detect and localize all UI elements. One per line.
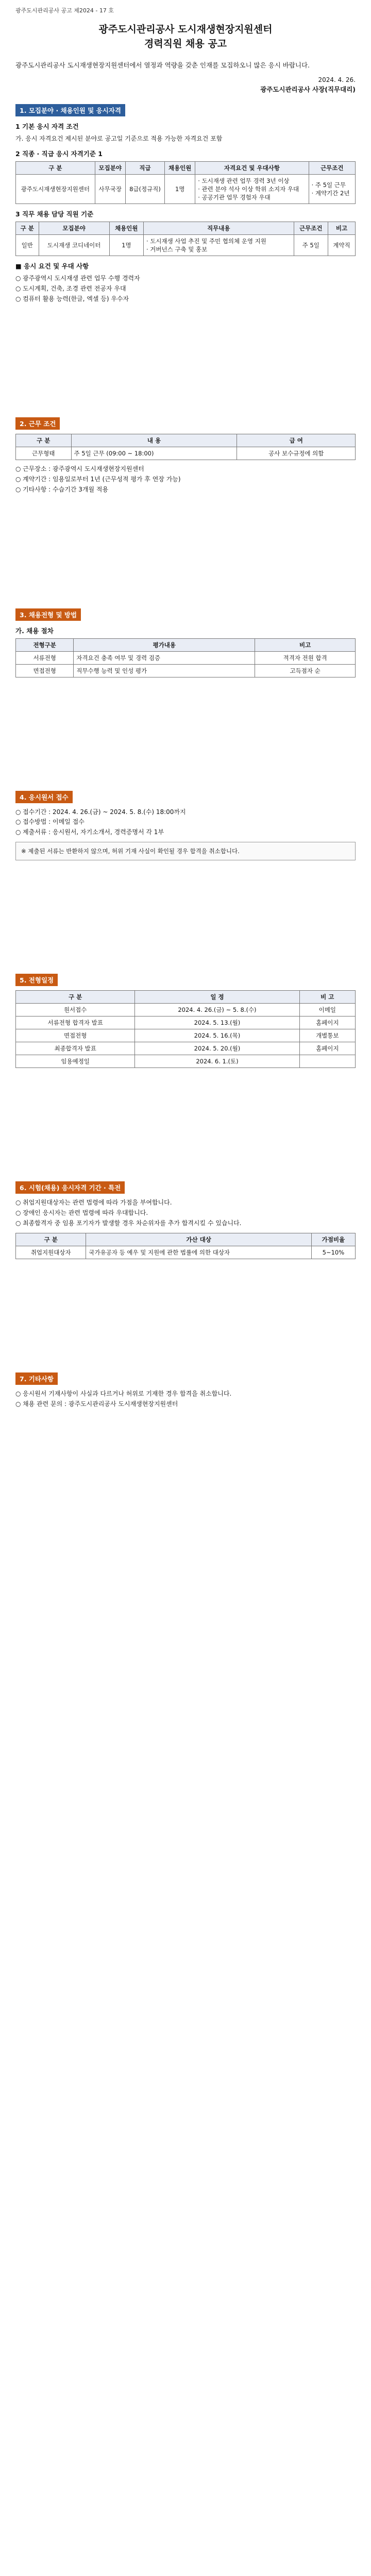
qualification-header: 자격요건 및 우대사항 <box>195 161 309 174</box>
table-cell: 2024. 5. 16.(목) <box>135 1029 299 1042</box>
table-cell: 8급(정규직) <box>125 174 164 204</box>
table-row <box>16 1016 356 1029</box>
schedule-header: 구 분 <box>16 991 135 1004</box>
table-row <box>16 651 356 664</box>
table-cell: 홈페이지 <box>299 1042 355 1055</box>
job-header: 채용인원 <box>109 222 143 234</box>
section-3-sub: 가. 채용 절차 <box>15 626 54 635</box>
requirements-title: ■ 응시 요건 및 우대 사항 <box>15 262 89 270</box>
table-cell: 사무국장 <box>95 174 125 204</box>
table-cell: 최종합격자 발표 <box>16 1042 135 1055</box>
table-cell: 자격요건 충족 여부 및 경력 검증 <box>74 651 255 664</box>
section-1-header: 1. 모집분야 · 채용인원 및 응시자격 <box>15 104 125 116</box>
table-cell: 근무형태 <box>16 447 72 460</box>
table-row <box>16 447 356 460</box>
job-header: 비고 <box>328 222 355 234</box>
job-header: 근무조건 <box>294 222 328 234</box>
table-row <box>16 1042 356 1055</box>
table-cell: 5~10% <box>311 1246 355 1259</box>
table-cell: 원서접수 <box>16 1004 135 1016</box>
work-header: 급 여 <box>237 434 356 447</box>
table-cell: 홈페이지 <box>299 1016 355 1029</box>
table-cell: 서류전형 <box>16 651 74 664</box>
table-cell: · 도시재생 사업 추진 및 주민 협의체 운영 지원 · 거버넌스 구축 및 홍보 <box>143 234 294 256</box>
table-row <box>16 1055 356 1068</box>
table-cell: 적격자 전원 합격 <box>255 651 356 664</box>
section-5-header: 5. 전형일정 <box>15 974 58 986</box>
table-cell: 일반 <box>16 234 39 256</box>
selection-table <box>15 638 356 677</box>
table-cell: 공사 보수규정에 의함 <box>237 447 356 460</box>
notice-signer: 광주도시관리공사 사장(직무대리) <box>260 85 356 93</box>
table-cell: 임용예정일 <box>16 1055 135 1068</box>
schedule-table <box>15 990 356 1068</box>
benefit-item: ○ 최종합격자 중 임용 포기자가 발생할 경우 차순위자를 추가 합격시킬 수 있습니다. <box>15 1218 356 1229</box>
qualification-header: 근무조건 <box>309 161 355 174</box>
section-6-header: 6. 시험(채용) 응시자격 기간 · 특전 <box>15 1181 125 1194</box>
table-cell: 1명 <box>109 234 143 256</box>
table-cell: 면접전형 <box>16 664 74 677</box>
intro-text: 광주도시관리공사 도시재생현장지원센터에서 열정과 역량을 갖춘 인재를 모집하오니 많은 응시 바랍니다. <box>15 61 310 70</box>
work-header: 내 용 <box>71 434 237 447</box>
job-header: 구 분 <box>16 222 39 234</box>
table-cell: 주 5일 근무 (09:00 ~ 18:00) <box>71 447 237 460</box>
requirement-item: ○ 컴퓨터 활용 능력(한글, 엑셀 등) 우수자 <box>15 294 356 304</box>
benefit-item: ○ 장애인 응시자는 관련 법령에 따라 우대합니다. <box>15 1208 356 1218</box>
table-row <box>16 1246 356 1259</box>
table-cell: 서류전형 합격자 발표 <box>16 1016 135 1029</box>
table-row <box>16 1004 356 1016</box>
table-cell: 2024. 5. 13.(월) <box>135 1016 299 1029</box>
selection-header: 평가내용 <box>74 638 255 651</box>
job-table <box>15 222 356 256</box>
table-cell: · 도시재생 관련 업무 경력 3년 이상 · 관련 분야 석사 이상 학위 소지자 우대 · 공공기관 업무 경험자 우대 <box>195 174 309 204</box>
table-cell: 면접전형 <box>16 1029 135 1042</box>
requirement-item: ○ 광주광역시 도시재생 관련 업무 수행 경력자 <box>15 274 356 284</box>
application-item: ○ 접수기간 : 2024. 4. 26.(금) ~ 2024. 5. 8.(수) 18:00까지 <box>15 807 356 818</box>
section-4-header: 4. 응시원서 접수 <box>15 791 73 803</box>
application-item: ○ 접수방법 : 이메일 접수 <box>15 817 356 827</box>
table-cell: 1명 <box>165 174 195 204</box>
qualification-header: 직급 <box>125 161 164 174</box>
section-1-sub-1-text: 가. 응시 자격요건 제시된 분야로 공고일 기준으로 적용 가능한 자격요건 포함 <box>15 134 223 142</box>
table-cell: 2024. 4. 26.(금) ~ 5. 8.(수) <box>135 1004 299 1016</box>
table-cell: 2024. 5. 20.(월) <box>135 1042 299 1055</box>
table-cell: 개별통보 <box>299 1029 355 1042</box>
qualification-header: 모집분야 <box>95 161 125 174</box>
benefit-item: ○ 취업지원대상자는 관련 법령에 따라 가점을 부여합니다. <box>15 1198 356 1208</box>
benefit-header: 가점비율 <box>311 1233 355 1246</box>
selection-header: 비고 <box>255 638 356 651</box>
table-cell: 고득점자 순 <box>255 664 356 677</box>
table-row <box>16 1029 356 1042</box>
benefit-header: 가산 대상 <box>86 1233 311 1246</box>
work-item: ○ 계약기간 : 임용일로부터 1년 (근무성적 평가 후 연장 가능) <box>15 474 356 485</box>
table-cell: 광주도시재생현장지원센터 <box>16 174 95 204</box>
title-line-1: 광주도시관리공사 도시재생현장지원센터 <box>98 24 273 35</box>
benefit-header: 구 분 <box>16 1233 86 1246</box>
table-cell <box>299 1055 355 1068</box>
table-cell: 국가유공자 등 예우 및 지원에 관한 법률에 의한 대상자 <box>86 1246 311 1259</box>
job-header: 직무내용 <box>143 222 294 234</box>
table-row <box>16 664 356 677</box>
section-1-sub-1: 1 기본 응시 자격 조건 <box>15 122 79 130</box>
selection-header: 전형구분 <box>16 638 74 651</box>
benefit-table <box>15 1233 356 1259</box>
qualification-header: 구 분 <box>16 161 95 174</box>
misc-item: ○ 응시원서 기재사항이 사실과 다르거나 허위로 기재한 경우 합격을 취소합니다. <box>15 1389 356 1399</box>
application-note: ※ 제출된 서류는 반환하지 않으며, 허위 기재 사실이 확인될 경우 합격을 취소합니다. <box>15 842 356 860</box>
schedule-header: 일 정 <box>135 991 299 1004</box>
table-row <box>16 174 356 204</box>
table-cell: 도시재생 코디네이터 <box>39 234 109 256</box>
requirement-item: ○ 도시계획, 건축, 조경 관련 전공자 우대 <box>15 284 356 294</box>
section-1-sub-2: 2 직종 · 직급 응시 자격기준 1 <box>15 149 103 158</box>
work-item: ○ 기타사항 : 수습기간 3개월 적용 <box>15 485 356 495</box>
section-7-header: 7. 기타사항 <box>15 1372 58 1385</box>
title-line-2: 경력직원 채용 공고 <box>144 38 227 49</box>
application-item: ○ 제출서류 : 응시원서, 자기소개서, 경력증명서 각 1부 <box>15 827 356 838</box>
notice-title <box>15 23 356 51</box>
qualification-header: 채용인원 <box>165 161 195 174</box>
notice-date: 2024. 4. 26. <box>318 76 356 83</box>
section-3-header: 3. 채용전형 및 방법 <box>15 608 81 621</box>
table-cell: 직무수행 능력 및 인성 평가 <box>74 664 255 677</box>
table-cell: · 주 5일 근무 · 계약기간 2년 <box>309 174 355 204</box>
schedule-header: 비 고 <box>299 991 355 1004</box>
section-1-sub-3: 3 직무 채용 담당 직원 기준 <box>15 210 94 218</box>
table-row <box>16 234 356 256</box>
table-cell: 이메일 <box>299 1004 355 1016</box>
table-cell: 주 5일 <box>294 234 328 256</box>
work-item: ○ 근무장소 : 광주광역시 도시재생현장지원센터 <box>15 464 356 474</box>
table-cell: 취업지원대상자 <box>16 1246 86 1259</box>
section-2-header: 2. 근무 조건 <box>15 417 60 430</box>
table-cell: 2024. 6. 1.(토) <box>135 1055 299 1068</box>
job-header: 모집분야 <box>39 222 109 234</box>
document-reference: 광주도시관리공사 공고 제2024 - 17 호 <box>15 7 114 14</box>
table-cell: 계약직 <box>328 234 355 256</box>
work-condition-table <box>15 434 356 460</box>
qualification-table <box>15 161 356 204</box>
work-header: 구 분 <box>16 434 72 447</box>
misc-item: ○ 채용 관련 문의 : 광주도시관리공사 도시재생현장지원센터 <box>15 1399 356 1410</box>
